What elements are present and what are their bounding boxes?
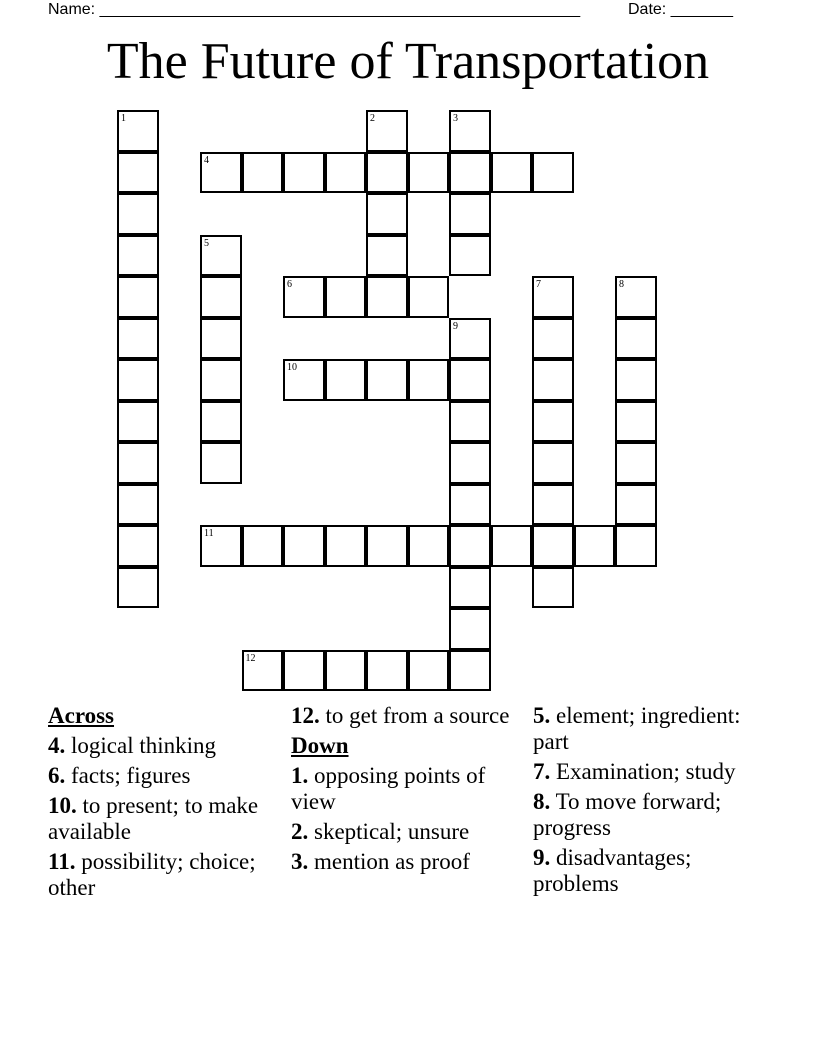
grid-cell[interactable]	[200, 442, 242, 484]
clue-number: 6.	[48, 763, 66, 788]
clue-text: Examination; study	[556, 759, 736, 784]
grid-cell[interactable]	[283, 650, 325, 692]
down-heading: Down	[291, 733, 349, 758]
grid-cell[interactable]	[200, 318, 242, 360]
grid-cell[interactable]	[366, 525, 408, 567]
grid-cell[interactable]	[574, 525, 616, 567]
grid-cell[interactable]	[449, 567, 491, 609]
grid-cell[interactable]	[117, 110, 159, 152]
grid-cell[interactable]	[117, 152, 159, 194]
clue-text: skeptical; unsure	[314, 819, 470, 844]
clue-across-11	[48, 849, 280, 901]
grid-cell[interactable]	[283, 152, 325, 194]
grid-cell[interactable]	[242, 650, 284, 692]
grid-cell[interactable]	[532, 401, 574, 443]
cell-number: 8	[619, 279, 624, 290]
cell-number: 5	[204, 237, 209, 249]
grid-cell[interactable]	[449, 401, 491, 443]
across-heading: Across	[48, 703, 115, 728]
clue-number: 4.	[48, 733, 66, 758]
clues-column-1	[48, 703, 280, 905]
grid-cell[interactable]	[532, 318, 574, 360]
grid-cell[interactable]	[615, 359, 657, 401]
clue-down-5	[533, 703, 773, 755]
grid-cell[interactable]	[325, 650, 367, 692]
grid-cell[interactable]	[449, 235, 491, 277]
grid-cell[interactable]	[532, 359, 574, 401]
clue-number: 12.	[291, 703, 320, 728]
clue-number: 5.	[533, 703, 551, 728]
cell-number: 9	[453, 320, 458, 332]
grid-cell[interactable]	[449, 484, 491, 526]
grid-cell[interactable]	[366, 235, 408, 277]
grid-cell[interactable]	[200, 359, 242, 401]
clue-down-3	[291, 849, 523, 875]
grid-cell[interactable]	[532, 152, 574, 194]
grid-cell[interactable]	[200, 235, 242, 277]
grid-cell[interactable]	[366, 193, 408, 235]
grid-cell[interactable]	[283, 276, 325, 318]
grid-cell[interactable]	[325, 276, 367, 318]
grid-cell[interactable]	[200, 276, 242, 318]
clue-text: to present; to make available	[48, 793, 259, 844]
grid-cell[interactable]	[283, 525, 325, 567]
clue-down-2	[291, 819, 523, 845]
cell-number: 1	[121, 113, 126, 124]
grid-cell[interactable]	[117, 318, 159, 360]
grid-cell[interactable]	[532, 484, 574, 526]
clue-text: To move forward; progress	[533, 789, 722, 840]
clue-number: 10.	[48, 793, 77, 818]
clue-down-9	[533, 845, 773, 897]
clue-text: mention as proof	[314, 849, 470, 874]
clue-down-7	[533, 759, 773, 785]
grid-cell[interactable]	[200, 401, 242, 443]
cell-number: 4	[204, 154, 209, 166]
clue-text: possibility; choice; other	[48, 849, 256, 900]
cell-number: 12	[245, 652, 256, 664]
grid-cell[interactable]	[408, 152, 450, 194]
grid-cell[interactable]	[117, 401, 159, 443]
grid-cell[interactable]	[200, 525, 242, 567]
grid-cell[interactable]	[491, 152, 533, 194]
grid-cell[interactable]	[325, 152, 367, 194]
grid-cell[interactable]	[117, 484, 159, 526]
grid-cell[interactable]	[117, 525, 159, 567]
grid-cell[interactable]	[532, 276, 574, 318]
grid-cell[interactable]	[615, 442, 657, 484]
clue-across-4	[48, 733, 280, 759]
clue-number: 11.	[48, 849, 76, 874]
clue-across-12	[291, 703, 523, 729]
grid-cell[interactable]	[408, 525, 450, 567]
grid-cell[interactable]	[532, 525, 574, 567]
grid-cell[interactable]	[532, 442, 574, 484]
clue-across-6	[48, 763, 280, 789]
grid-cell[interactable]	[408, 650, 450, 692]
clue-text: logical thinking	[71, 733, 217, 758]
name-field-label: Name: ______________________________________________________	[48, 1, 581, 18]
grid-cell[interactable]	[615, 318, 657, 360]
cell-number: 11	[204, 528, 214, 539]
grid-cell[interactable]	[325, 525, 367, 567]
grid-cell[interactable]	[366, 359, 408, 401]
page-title: The Future of Transportation	[106, 33, 710, 90]
clue-text: opposing points of view	[291, 763, 486, 814]
clues-column-3	[533, 703, 773, 901]
clue-text: to get from a source	[325, 703, 510, 728]
grid-cell[interactable]	[366, 152, 408, 194]
grid-cell[interactable]	[408, 276, 450, 318]
grid-cell[interactable]	[491, 525, 533, 567]
grid-cell[interactable]	[200, 152, 242, 194]
grid-cell[interactable]	[408, 359, 450, 401]
grid-cell[interactable]	[117, 276, 159, 318]
grid-cell[interactable]	[449, 608, 491, 650]
clue-text: disadvantages; problems	[533, 845, 692, 896]
grid-cell[interactable]	[449, 650, 491, 692]
grid-cell[interactable]	[117, 193, 159, 235]
grid-cell[interactable]	[117, 442, 159, 484]
grid-cell[interactable]	[449, 442, 491, 484]
grid-cell[interactable]	[325, 359, 367, 401]
clue-number: 1.	[291, 763, 309, 788]
clue-number: 8.	[533, 789, 551, 814]
grid-cell[interactable]	[283, 359, 325, 401]
clues-column-2	[291, 703, 523, 879]
grid-cell[interactable]	[449, 193, 491, 235]
grid-cell[interactable]	[615, 401, 657, 443]
grid-cell[interactable]	[532, 567, 574, 609]
cell-number: 2	[370, 113, 375, 124]
grid-cell[interactable]	[117, 567, 159, 609]
cell-number: 7	[536, 279, 541, 290]
grid-cell[interactable]	[366, 276, 408, 318]
grid-cell[interactable]	[615, 484, 657, 526]
cell-number: 3	[453, 113, 458, 124]
grid-cell[interactable]	[615, 525, 657, 567]
grid-cell[interactable]	[366, 650, 408, 692]
clue-text: element; ingredient: part	[533, 703, 741, 754]
cell-number: 6	[287, 279, 292, 290]
clue-number: 3.	[291, 849, 309, 874]
grid-cell[interactable]	[366, 110, 408, 152]
grid-cell[interactable]	[449, 152, 491, 194]
grid-cell[interactable]	[242, 525, 284, 567]
clue-across-10	[48, 793, 280, 845]
clue-number: 7.	[533, 759, 551, 784]
grid-cell[interactable]	[449, 525, 491, 567]
date-field-label: Date: _______	[628, 1, 733, 18]
grid-cell[interactable]	[242, 152, 284, 194]
grid-cell[interactable]	[615, 276, 657, 318]
clue-number: 9.	[533, 845, 551, 870]
clue-down-1	[291, 763, 523, 815]
clue-number: 2.	[291, 819, 309, 844]
grid-cell[interactable]	[117, 235, 159, 277]
clue-down-8	[533, 789, 773, 841]
grid-cell[interactable]	[449, 318, 491, 360]
grid-cell[interactable]	[449, 359, 491, 401]
grid-cell[interactable]	[449, 110, 491, 152]
grid-cell[interactable]	[117, 359, 159, 401]
clue-text: facts; figures	[71, 763, 191, 788]
cell-number: 10	[287, 362, 297, 373]
